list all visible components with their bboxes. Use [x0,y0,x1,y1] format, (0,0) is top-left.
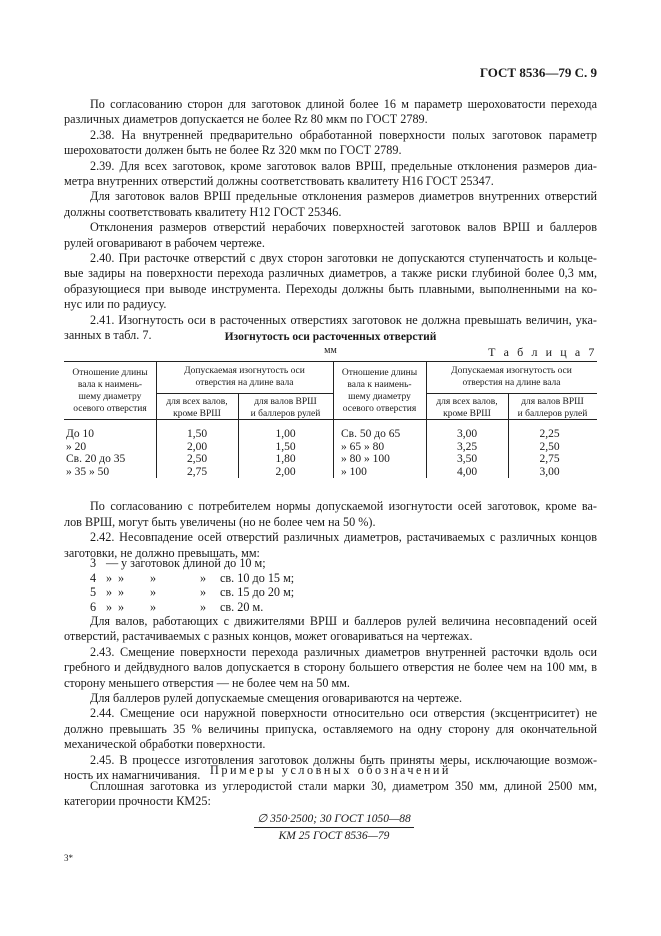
table-cell-value: 2,75 [539,453,560,466]
formula-numerator: ∅ 350·2500; 30 ГОСТ 1050—88 [257,813,411,825]
table-cell-value: 1,50 [186,428,208,440]
table-header-text: Отношение длины [72,368,148,378]
list-number: 5 [90,585,97,599]
table-header-text: кроме ВРШ [443,409,491,419]
table-cell-value: 2,00 [186,440,208,453]
table-header-text: и баллеров рулей [517,409,588,419]
footer-mark: 3* [64,853,73,863]
table-header-text: для валов ВРШ [254,397,317,407]
table-cell-ratio: До 10 [66,428,94,440]
table-header-text: для всех валов, [166,397,228,407]
table-title: Изогнутость оси расточенных отверстий [224,331,437,343]
text-line: Для баллеров рулей допускаемые смещения оговариваются на чертеже. [90,691,463,705]
table-subheader-rule [426,393,597,394]
text-line: нус или по радиусу. [64,297,167,312]
table-cell-value: 3,00 [456,428,478,440]
text-line: Отклонения размеров отверстий нерабочих поверхностей заготовок валов ВРШ и баллеров [90,220,597,235]
table-top-rule [64,361,597,362]
table-cell-value: 1,50 [275,440,296,453]
list-text: » [106,570,113,585]
table-cell-value: 1,80 [275,453,296,466]
table-header-text: Отношение длины [341,368,418,378]
text-line: По согласованию сторон для заготовок длиной более 16 м параметр шероховатости перехода [90,97,597,111]
list-text: у заготовок длиной до 10 м; [121,556,266,570]
table-cell-value: 2,75 [186,465,208,478]
table-header-text: отверстия на длине вала [195,378,294,388]
table-cell-ratio: » 65 » 80 [341,440,385,453]
table-cell-value: 2,50 [539,440,560,453]
text-line: категории прочности КМ25: [64,794,211,809]
list-text: » [118,599,125,614]
list-text: » [118,570,125,585]
list-text: » [118,585,125,599]
list-text: » [150,599,157,614]
text-line: 2.40. При расточке отверстий с двух сторон заготовки не допускаются ступенчатость и кольце- [90,251,597,265]
list-number: 6 [90,599,97,614]
table-header-text: шему диаметру [348,392,411,402]
table-cell-ratio: » 80 » 100 [341,453,390,466]
table-label: Т а б л и ц а 7 [488,345,597,359]
table-header-text: для валов ВРШ [521,397,584,407]
list-text: св. 10 до 15 м; [220,570,295,585]
table-cell-value: 4,00 [456,465,478,478]
list-text: » [200,585,207,599]
text-line: Для валов, работающих с движителями ВРШ и баллеров рулей величина несовпадений осей [90,614,597,628]
table-header-text: Допускаемая изогнутость оси [184,366,305,376]
text-line: лов ВРШ, могут быть увеличены (но не более чем на 50 %). [64,514,376,529]
table-unit: мм [324,345,337,356]
text-line: ность их намагничивания. [64,768,201,782]
list-text: св. 20 м. [220,599,264,614]
table-cell-ratio: » 35 » 50 [66,465,110,478]
formula-denominator: КМ 25 ГОСТ 8536—79 [278,830,390,842]
text-line: Для заготовок валов ВРШ предельные отклонения размеров диаметров внутренних отверстий [90,189,597,204]
table-header-text: кроме ВРШ [173,409,221,419]
text-line: 2.38. На внутренней предварительно обработанной поверхности полых заготовок параметр [90,127,597,142]
table-cell-value: 2,00 [275,465,296,478]
list-text: » [150,570,157,585]
text-line: должно превышать 35 % величины припуска, оставляемого на одну сторону для окончательной [64,721,597,736]
text-line: сторону меньшего отверстия — не более чем на 50 мм. [64,675,350,690]
text-line: различных диаметров допускается не более Rz 80 мкм по ГОСТ 2789. [64,112,428,127]
text-line: 2.44. Смещение оси наружной поверхности относительно оси отверстия (эксцентриситет) не [90,706,597,721]
text-line: заготовки, не должно превышать, мм: [64,545,260,560]
table-cell-value: 3,00 [539,465,560,478]
formula-fraction-line [254,827,414,828]
examples-heading: Примеры условных обозначений [210,763,451,777]
table-cell-value: 3,50 [456,453,478,466]
text-line: механической обработки поверхности. [64,737,266,752]
text-line: 2.43. Смещение поверхности перехода различных диаметров внутренней расточки вдоль оси [90,644,597,659]
table-header-text: вала к наимень- [77,380,143,390]
text-line: По согласованию с потребителем нормы допускаемой изогнутости осей заготовок, кроме ва- [90,499,597,513]
text-line: метра внутренних отверстий должны соответствовать квалитету Н16 ГОСТ 25347. [64,174,494,188]
table-header-text: шему диаметру [78,392,142,402]
text-line: 2.42. Несовпадение осей отверстий различных диаметров, растачиваемых с различных концов [90,530,597,545]
table-cell-value: 1,00 [275,428,296,440]
list-text: » [106,599,113,614]
list-text: св. 15 до 20 м; [220,585,295,599]
text-line: рулей оговаривают в рабочем чертеже. [64,235,265,250]
list-text: — [106,556,119,570]
text-line: должны соответствовать квалитету Н12 ГОСТ 25346. [64,204,342,219]
text-line: 2.45. В процессе изготовления заготовок должны быть приняты меры, исключающие возмож- [90,752,597,767]
text-line: гребного и дейдвудного валов допускается в сторону большего отверстия не более чем на 100 мм, в [64,660,597,675]
text-line: 2.41. Изогнутость оси в расточенных отверстиях заготовок не должна превышать величин, ука- [90,312,597,327]
table-cell-value: 3,25 [456,440,478,453]
text-line: образующиеся при выводе инструмента. Переходы должны быть плавными, выполненными на ко- [64,281,597,296]
table-cell-ratio: » 20 [66,440,87,453]
table-header-text: для всех валов, [436,397,498,407]
text-line: занных в табл. 7. [64,328,152,342]
list-text: » [150,585,157,599]
table-header-text: осевого отверстия [73,404,147,414]
table-cell-ratio: Св. 50 до 65 [341,428,401,440]
table-header-text: отверстия на длине вала [462,378,561,388]
list-text: » [200,599,207,614]
table-cell-ratio: » 100 [341,465,367,478]
table-header-text: Допускаемая изогнутость оси [451,366,572,376]
table-cell-value: 2,50 [186,453,208,466]
list-number: 4 [90,570,97,585]
table-header-text: осевого отверстия [342,404,417,414]
table-cell-value: 2,25 [539,428,560,440]
table-header-text: вала к наимень- [347,380,412,390]
list-text: » [200,570,207,585]
text-line: вые задиры на поверхности перехода различных диаметров, а также риски глубиной более 0,3 мм, [64,266,597,281]
text-line: Сплошная заготовка из углеродистой стали марки 30, диаметром 350 мм, длиной 2500 мм, [90,779,597,793]
list-number: 3 [90,556,97,570]
list-text: » [106,585,113,599]
table-subheader-rule [156,393,333,394]
text-line: 2.39. Для всех заготовок, кроме заготовок валов ВРШ, предельные отклонения размеров диа- [90,158,597,173]
table-header-text: и баллеров рулей [250,409,321,419]
page-header: ГОСТ 8536—79 С. 9 [479,65,597,80]
table-cell-ratio: Св. 20 до 35 [66,453,126,466]
text-line: шероховатости должен быть не более Rz 320 мкм по ГОСТ 2789. [64,143,402,158]
text-line: отверстий, растачиваемых с разных концов, может оговариваться на чертежах. [64,629,473,644]
